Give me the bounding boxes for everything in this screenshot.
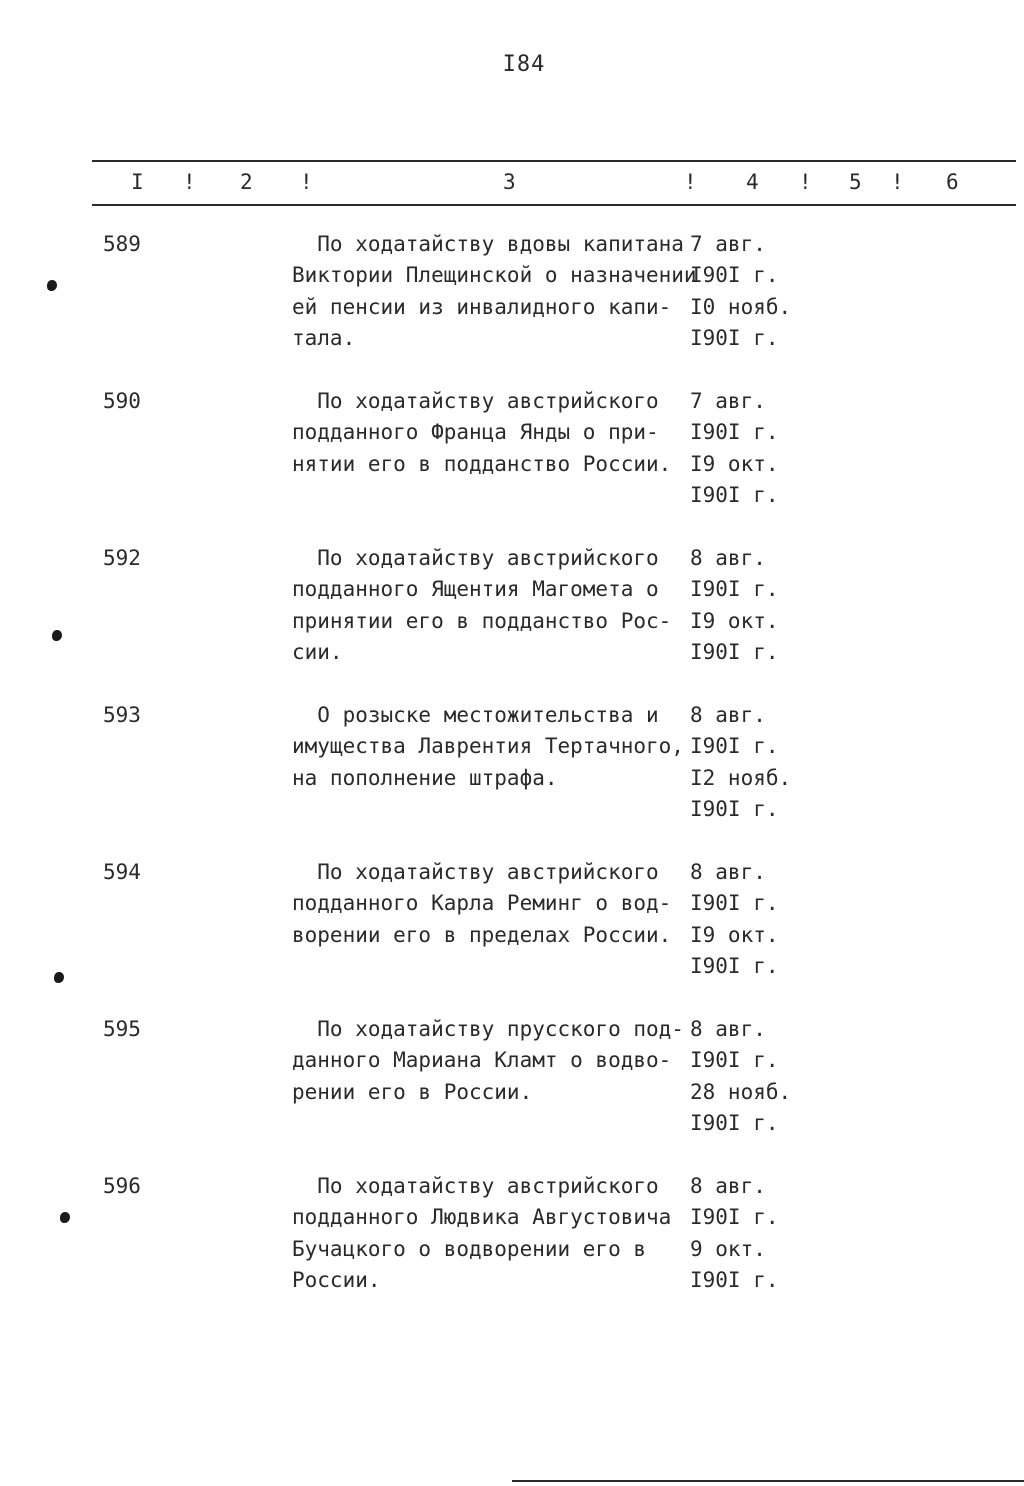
- table-row: [0, 700, 1024, 830]
- table-row: [0, 543, 1024, 673]
- column-header-6: 6: [946, 170, 959, 194]
- entry-number: 589: [103, 232, 141, 256]
- entry-number: 595: [103, 1017, 141, 1041]
- page-number: I84: [502, 52, 546, 77]
- entry-description: По ходатайству австрийского подданного Карла Реминг о вод- ворении его в пределах России.: [292, 860, 672, 947]
- table-top-rule: [92, 160, 1016, 162]
- table-row: [0, 1171, 1024, 1301]
- entry-dates: 7 авг. I90I г. I9 окт. I90I г.: [690, 389, 779, 507]
- entry-number: 596: [103, 1174, 141, 1198]
- entry-dates: 8 авг. I90I г. 28 нояб. I90I г.: [690, 1017, 792, 1135]
- entry-dates: 7 авг. I90I г. I0 нояб. I90I г.: [690, 232, 792, 350]
- column-header-2: 2: [240, 170, 253, 194]
- entry-number: 594: [103, 860, 141, 884]
- column-header-3: 3: [503, 170, 516, 194]
- entry-description: По ходатайству австрийского подданного Ящентия Магомета о принятии его в подданство Рос- сии.: [292, 546, 672, 664]
- entry-dates: 8 авг. I90I г. 9 окт. I90I г.: [690, 1174, 779, 1292]
- entry-number: 593: [103, 703, 141, 727]
- entry-dates: 8 авг. I90I г. I2 нояб. I90I г.: [690, 703, 792, 821]
- bottom-edge-rule: [512, 1480, 1024, 1482]
- entry-number: 592: [103, 546, 141, 570]
- header-bottom-rule: [92, 204, 1016, 206]
- column-separator: !: [799, 170, 812, 194]
- entry-description: По ходатайству австрийского подданного Людвика Августовича Бучацкого о водворении его в России.: [292, 1174, 672, 1292]
- table-row: [0, 1014, 1024, 1144]
- column-header-5: 5: [849, 170, 862, 194]
- table-row: [0, 229, 1024, 359]
- entry-dates: 8 авг. I90I г. I9 окт. I90I г.: [690, 860, 779, 978]
- column-separator: !: [684, 170, 697, 194]
- column-header-4: 4: [746, 170, 759, 194]
- entry-description: По ходатайству австрийского подданного Франца Янды о при- нятии его в подданство России.: [292, 389, 672, 476]
- entry-dates: 8 авг. I90I г. I9 окт. I90I г.: [690, 546, 779, 664]
- entry-number: 590: [103, 389, 141, 413]
- entry-description: О розыске местожительства и имущества Лаврентия Тертачного, на пополнение штрафа.: [292, 703, 684, 790]
- column-separator: !: [300, 170, 313, 194]
- column-header-1: I: [131, 170, 144, 194]
- table-row: [0, 386, 1024, 516]
- column-separator: !: [183, 170, 196, 194]
- column-separator: !: [891, 170, 904, 194]
- entry-description: По ходатайству вдовы капитана Виктории Плещинской о назначении ей пенсии из инвалидного капи- тала.: [292, 232, 697, 350]
- table-row: [0, 857, 1024, 987]
- entry-description: По ходатайству прусского под- данного Мариана Кламт о водво- рении его в России.: [292, 1017, 684, 1104]
